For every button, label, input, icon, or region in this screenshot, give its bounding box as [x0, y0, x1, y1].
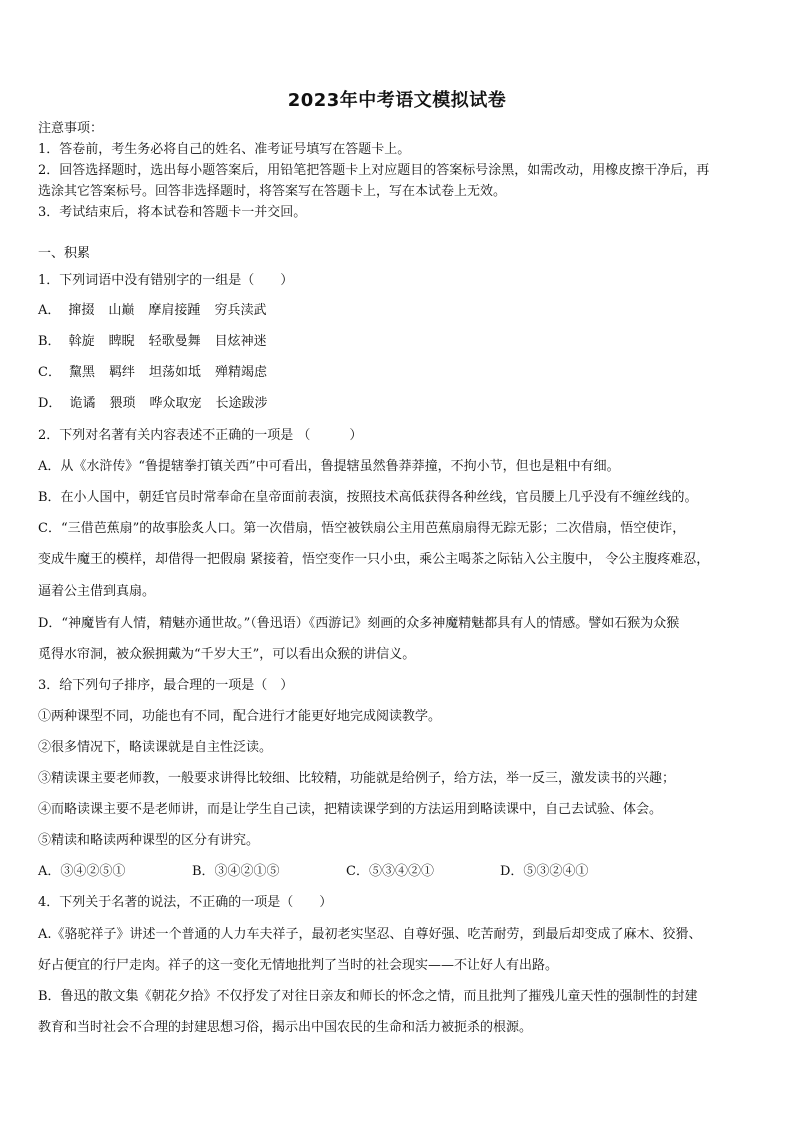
choice-a: A．③④②⑤① — [38, 864, 126, 879]
option-word: 山巅 — [108, 303, 135, 318]
q3-sentence: ⑤精读和略读两种课型的区分有讲究。 — [38, 833, 260, 848]
notice-item: 选涂其它答案标号。回答非选择题时，将答案写在答题卡上，写在本试卷上无效。 — [38, 184, 507, 199]
option-label: A． — [38, 303, 61, 318]
notice-item: 3．考试结束后，将本试卷和答题卡一并交回。 — [38, 205, 307, 220]
q1-option-c — [38, 364, 281, 382]
q1-option-d — [38, 395, 282, 413]
option-word: 猥琐 — [109, 396, 136, 411]
question-stem: 4．下列关于名著的说法，不正确的一项是（ ） — [38, 895, 333, 910]
option-word: 目炫神迷 — [214, 334, 267, 349]
option-word: 睥睨 — [108, 334, 135, 349]
q3-sentence: ①两种课型不同，功能也有不同，配合进行才能更好地完成阅读教学。 — [38, 709, 442, 724]
option-word: 哗众取宠 — [149, 396, 202, 411]
option-label: D． — [38, 396, 62, 411]
option-word: 黧黑 — [68, 365, 95, 380]
option-word: 长途跋涉 — [215, 396, 268, 411]
page-title: 2023年中考语文模拟试卷 — [287, 90, 507, 111]
q2-line: 逼着公主借到真扇。 — [38, 584, 156, 599]
q2-line: B．在小人国中，朝廷官员时常奉命在皇帝面前表演，按照技术高低获得各种丝线，官员腰上几乎没有不缠丝线的。 — [38, 490, 698, 505]
option-label: C． — [38, 365, 61, 380]
question-stem: 3．给下列句子排序，最合理的一项是（ ） — [38, 678, 294, 693]
option-word: 羁绊 — [108, 365, 135, 380]
choice-d: D．⑤③②④① — [500, 864, 589, 879]
q4-line: B．鲁迅的散文集《朝花夕拾》不仅抒发了对往日亲友和师长的怀念之情，而且批判了摧残儿童天性的强制性的封建 — [38, 989, 698, 1004]
option-word: 坦荡如坻 — [148, 365, 201, 380]
q2-line: A．从《水浒传》“鲁提辖拳打镇关西”中可看出，鲁提辖虽然鲁莽莽撞，不拘小节，但也是粗中有细。 — [38, 459, 620, 474]
option-word: 诡谲 — [69, 396, 96, 411]
q2-line: 变成牛魔王的模样，却借得一把假扇 紧接着，悟空变作一只小虫，乘公主喝茶之际钻入公主腹中， 令公主腹疼难忍， — [38, 552, 710, 567]
option-word: 殚精竭虑 — [215, 365, 268, 380]
option-word: 摩肩接踵 — [148, 303, 201, 318]
option-word: 斡旋 — [68, 334, 95, 349]
question-stem: 1．下列词语中没有错别字的一组是（ ） — [38, 273, 294, 288]
q3-sentence: ③精读课主要老师教，一般要求讲得比较细、比较精，功能就是给例子，给方法，举一反三，激发读书的兴趣； — [38, 771, 676, 786]
q1-option-b — [38, 333, 281, 351]
option-word: 轻歌曼舞 — [148, 334, 201, 349]
notice-item: 2．回答选择题时，选出每小题答案后，用铅笔把答题卡上对应题目的答案标号涂黑，如需改动，用橡皮擦干净后，再 — [38, 163, 710, 178]
notice-heading: 注意事项： — [38, 121, 104, 136]
q3-sentence: ②很多情况下，略读课就是自主性泛读。 — [38, 740, 273, 755]
option-word: 穷兵渎武 — [214, 303, 267, 318]
q4-line: 好占便宜的行尸走肉。祥子的这一变化无情地批判了当时的社会现实——不让好人有出路。 — [38, 958, 559, 973]
q2-line: C．“三借芭蕉扇”的故事脍炙人口。第一次借扇，悟空被铁扇公主用芭蕉扇扇得无踪无影；二次借扇，悟空使诈， — [38, 521, 686, 536]
option-label: B． — [38, 334, 61, 349]
choice-c: C．⑤③④②① — [346, 864, 434, 879]
q4-line: 教育和当时社会不合理的封建思想习俗，揭示出中国农民的生命和活力被扼杀的根源。 — [38, 1020, 533, 1035]
q2-line: D．“神魔皆有人情，精魅亦通世故。”（鲁迅语）《西游记》刻画的众多神魔精魅都具有人的情感。譬如石猴为众猴 — [38, 616, 680, 631]
q3-choices — [38, 863, 654, 881]
q1-option-a — [38, 302, 280, 320]
option-word: 撺掇 — [68, 303, 95, 318]
choice-b: B．③④②①⑤ — [192, 864, 280, 879]
notice-item: 1．答卷前，考生务必将自己的姓名、准考证号填写在答题卡上。 — [38, 142, 411, 157]
q3-sentence: ④而略读课主要不是老师讲，而是让学生自己读，把精读课学到的方法运用到略读课中，自己去试验、体会。 — [38, 802, 663, 817]
q2-line: 觅得水帘洞，被众猴拥戴为“千岁大王”，可以看出众猴的讲信义。 — [38, 647, 416, 662]
section-heading: 一、积累 — [38, 246, 91, 261]
question-stem: 2．下列对名著有关内容表述不正确的一项是 （ ） — [38, 428, 363, 443]
q4-line: A.《骆驼祥子》讲述一个普通的人力车夫祥子，最初老实坚忍、自尊好强、吃苦耐劳，到最后却变成了麻木、狡猾、 — [38, 927, 702, 942]
